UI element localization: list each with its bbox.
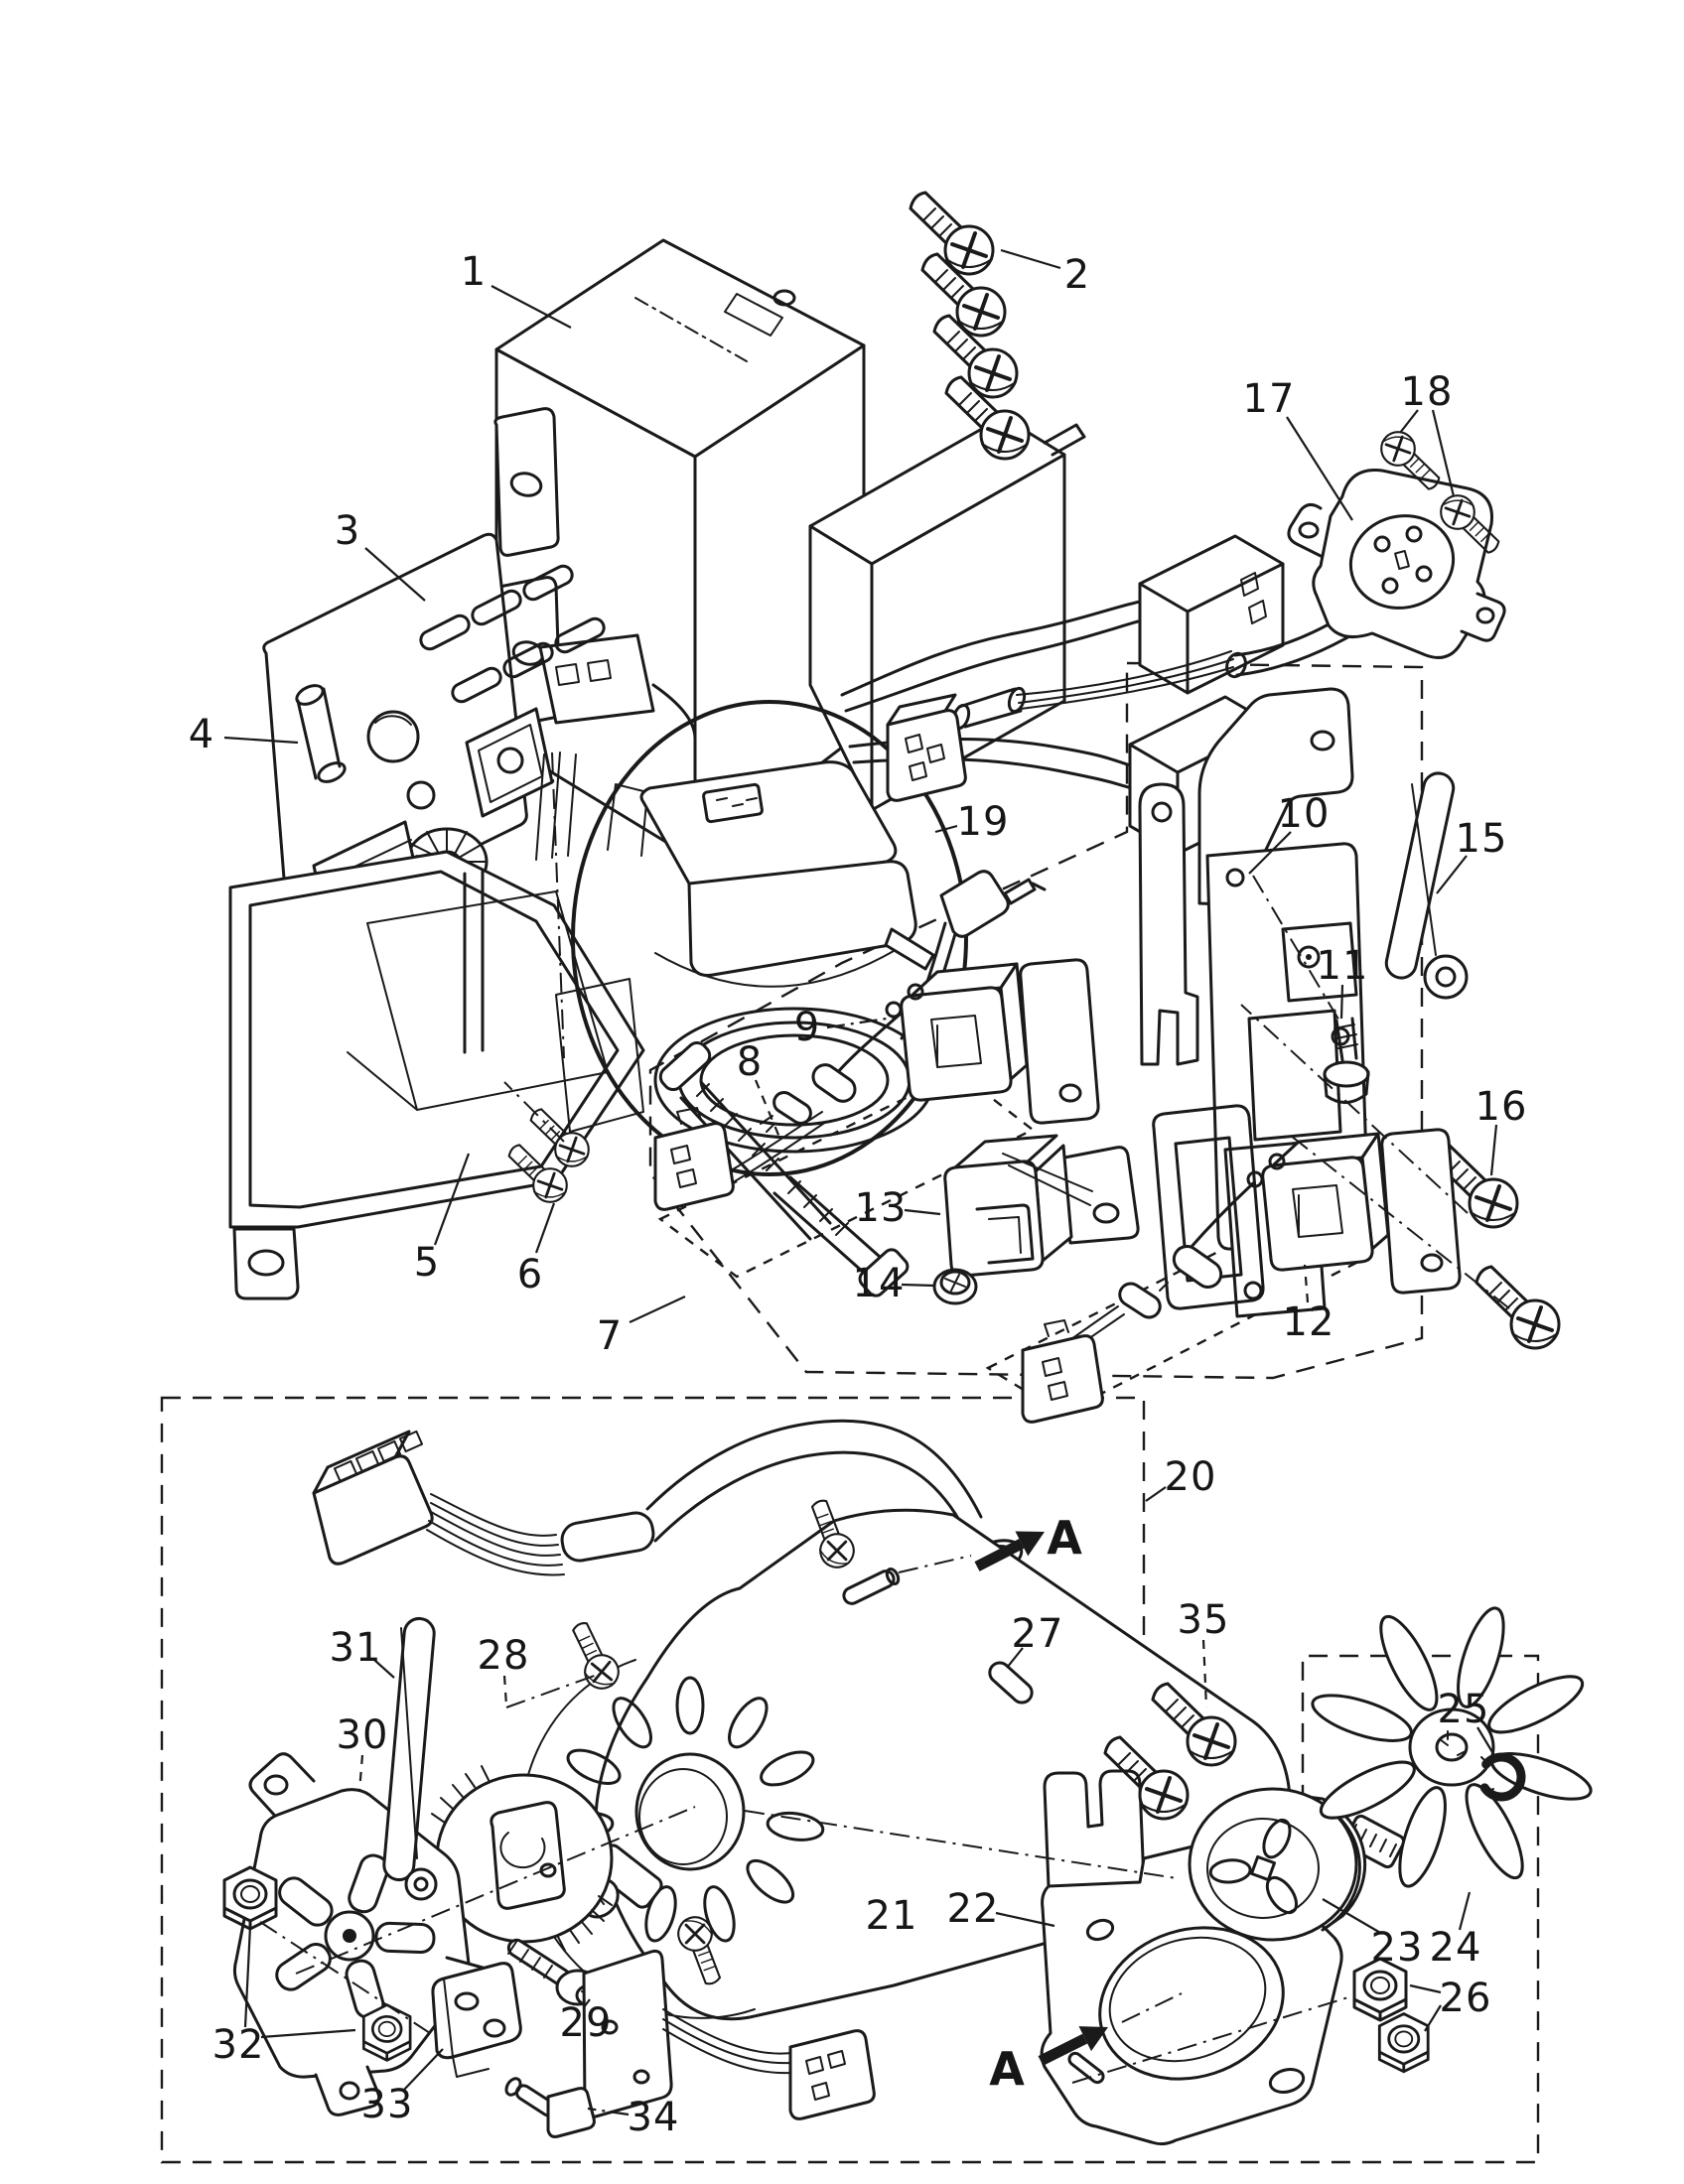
leader-line-part-16 [1491, 1125, 1496, 1175]
part-label-13: 13 [854, 1185, 908, 1231]
part-label-15: 15 [1455, 816, 1508, 862]
clutch-part-23 [1190, 1789, 1406, 1940]
part-label-9: 9 [793, 1005, 821, 1050]
part-label-30: 30 [336, 1712, 389, 1758]
leader-line-part-30 [359, 1755, 362, 1791]
part-label-1: 1 [460, 249, 488, 295]
cover-part-13 [945, 1136, 1138, 1276]
part-label-22: 22 [946, 1886, 1000, 1932]
leader-line-part-28 [504, 1676, 506, 1706]
leader-line-part-2 [1001, 250, 1060, 268]
part-label-29: 29 [559, 2000, 613, 2046]
part-label-8: 8 [736, 1039, 764, 1085]
part-label-10: 10 [1277, 791, 1331, 837]
view-label-A: A [1047, 1511, 1082, 1565]
bolt-part-34 [503, 2076, 594, 2136]
part-label-7: 7 [596, 1313, 624, 1359]
part-label-2: 2 [1063, 252, 1091, 298]
part-label-24: 24 [1429, 1925, 1482, 1971]
part-label-17: 17 [1242, 376, 1296, 422]
screw-part-14 [934, 1270, 976, 1303]
part-label-26: 26 [1439, 1976, 1492, 2021]
leader-line-part-6 [536, 1203, 554, 1253]
harness-connector [1140, 536, 1283, 693]
part-label-28: 28 [477, 1633, 530, 1679]
leader-line-part-17 [1287, 417, 1352, 520]
part-label-32: 32 [211, 2022, 265, 2068]
part-label-19: 19 [956, 799, 1010, 845]
part-label-5: 5 [413, 1240, 441, 1286]
leader-line-part-11 [1341, 985, 1342, 1019]
part-label-14: 14 [852, 1261, 906, 1306]
part-label-35: 35 [1177, 1597, 1230, 1643]
part-label-12: 12 [1282, 1299, 1335, 1345]
part-label-25: 25 [1437, 1687, 1490, 1732]
leader-line-part-26 [1410, 1985, 1441, 1992]
part-label-34: 34 [627, 2095, 680, 2140]
part-label-31: 31 [329, 1625, 382, 1671]
part-label-18: 18 [1400, 369, 1454, 415]
part-label-20: 20 [1164, 1454, 1217, 1500]
leader-line-part-20 [1146, 1487, 1166, 1501]
bracket-part-33 [433, 1964, 520, 2077]
screws-part-2 [911, 193, 1029, 459]
nuts-part-26 [1354, 1959, 1428, 2072]
part-label-16: 16 [1474, 1084, 1528, 1130]
leader-line-part-14 [902, 1285, 934, 1286]
view-label-A: A [989, 2042, 1025, 2096]
leader-line-part-13 [905, 1210, 940, 1214]
part-label-6: 6 [516, 1252, 544, 1297]
part-label-33: 33 [360, 2082, 414, 2127]
part-label-3: 3 [334, 508, 361, 554]
strip-link-part-15 [1383, 770, 1467, 998]
line-art [224, 193, 1596, 2144]
part-label-23: 23 [1370, 1925, 1424, 1971]
part-label-21: 21 [865, 1893, 918, 1939]
guide-line [506, 1674, 600, 1707]
part-label-11: 11 [1316, 943, 1369, 989]
part-label-27: 27 [1011, 1611, 1064, 1657]
leader-line-part-7 [630, 1297, 685, 1322]
part-label-4: 4 [188, 712, 215, 757]
